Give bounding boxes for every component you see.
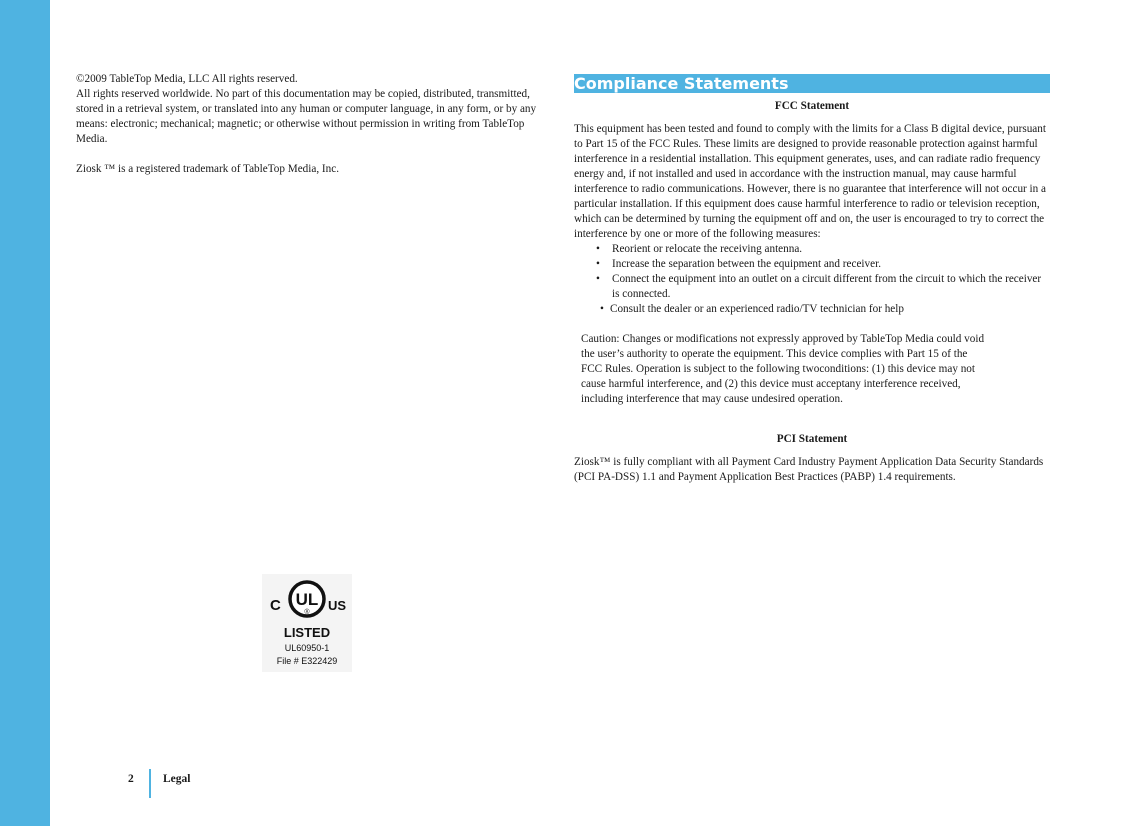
- legal-notice: [76, 72, 550, 177]
- ul-standard: UL60950-1: [284, 643, 330, 653]
- footer-divider: [149, 769, 151, 798]
- rights-text: All rights reserved worldwide. No part of this documentation may be copied, distributed, transmitted, stored in a retrieval system, or translated into any human or computer language, in any form, or by any means: electronic; mechanical; magnetic; or otherwise without permission in writing from TableTop Media.: [76, 88, 537, 145]
- ul-file-number: File # E322429: [276, 656, 338, 666]
- trademark-text: Ziosk ™ is a registered trademark of TableTop Media, Inc.: [76, 163, 339, 175]
- pci-heading: PCI Statement: [776, 433, 848, 445]
- fcc-measures-list: [574, 242, 1050, 317]
- ul-c-letter: C: [270, 597, 281, 614]
- footer-section-label: Legal: [163, 773, 191, 785]
- ul-letters: UL: [295, 590, 319, 609]
- copyright-line: ©2009 TableTop Media, LLC All rights reserved.: [76, 73, 298, 85]
- compliance-title: Compliance Statements: [574, 74, 1050, 93]
- pci-body: Ziosk™ is fully compliant with all Payment Card Industry Payment Application Data Security Standards (PCI PA-DSS) 1.1 and Payment Application Best Practices (PABP) 1.4 requirements.: [574, 456, 1044, 483]
- list-item: • Consult the dealer or an experienced radio/TV technician for help: [600, 302, 1050, 317]
- compliance-section: [574, 74, 1050, 485]
- ul-mark-icon: [262, 574, 352, 672]
- list-item: • Connect the equipment into an outlet on a circuit different from the circuit to which the receiver is connected.: [596, 272, 1050, 302]
- list-item: • Reorient or relocate the receiving antenna.: [596, 242, 1050, 257]
- caution-text: Caution: Changes or modifications not expressly approved by TableTop Media could void the user’s authority to operate the equipment. This device complies with Part 15 of the FCC Rules. Operation is subject to the following twoconditions: (1) this device may not cause harmful interference, and (2) this device must acceptany interference received, including interference that may cause undesired operation.: [581, 333, 985, 405]
- ul-listed-logo: [262, 574, 352, 672]
- ul-listed-word: LISTED: [283, 625, 331, 640]
- fcc-heading: FCC Statement: [774, 100, 850, 112]
- list-item: • Increase the separation between the equipment and receiver.: [596, 257, 1050, 272]
- fcc-body: This equipment has been tested and found to comply with the limits for a Class B digital device, pursuant to Part 15 of the FCC Rules. These limits are designed to provide reasonable protection against harmful interference in a residential installation. This equipment generates, uses, and can radiate radio frequency energy and, if not installed and used in accordance with the instruction manual, may cause harmful interference to radio communications. However, there is no guarantee that interference will not occur in a particular installation. If this equipment does cause harmful interference to radio or television reception, which can be determined by turning the equipment off and on, the user is encouraged to try to correct the interference by one or more of the following measures:: [574, 123, 1047, 240]
- page-number: 2: [128, 773, 134, 785]
- ul-registered: ®: [304, 609, 310, 616]
- side-color-band: [0, 0, 50, 826]
- ul-us-letters: US: [328, 598, 347, 613]
